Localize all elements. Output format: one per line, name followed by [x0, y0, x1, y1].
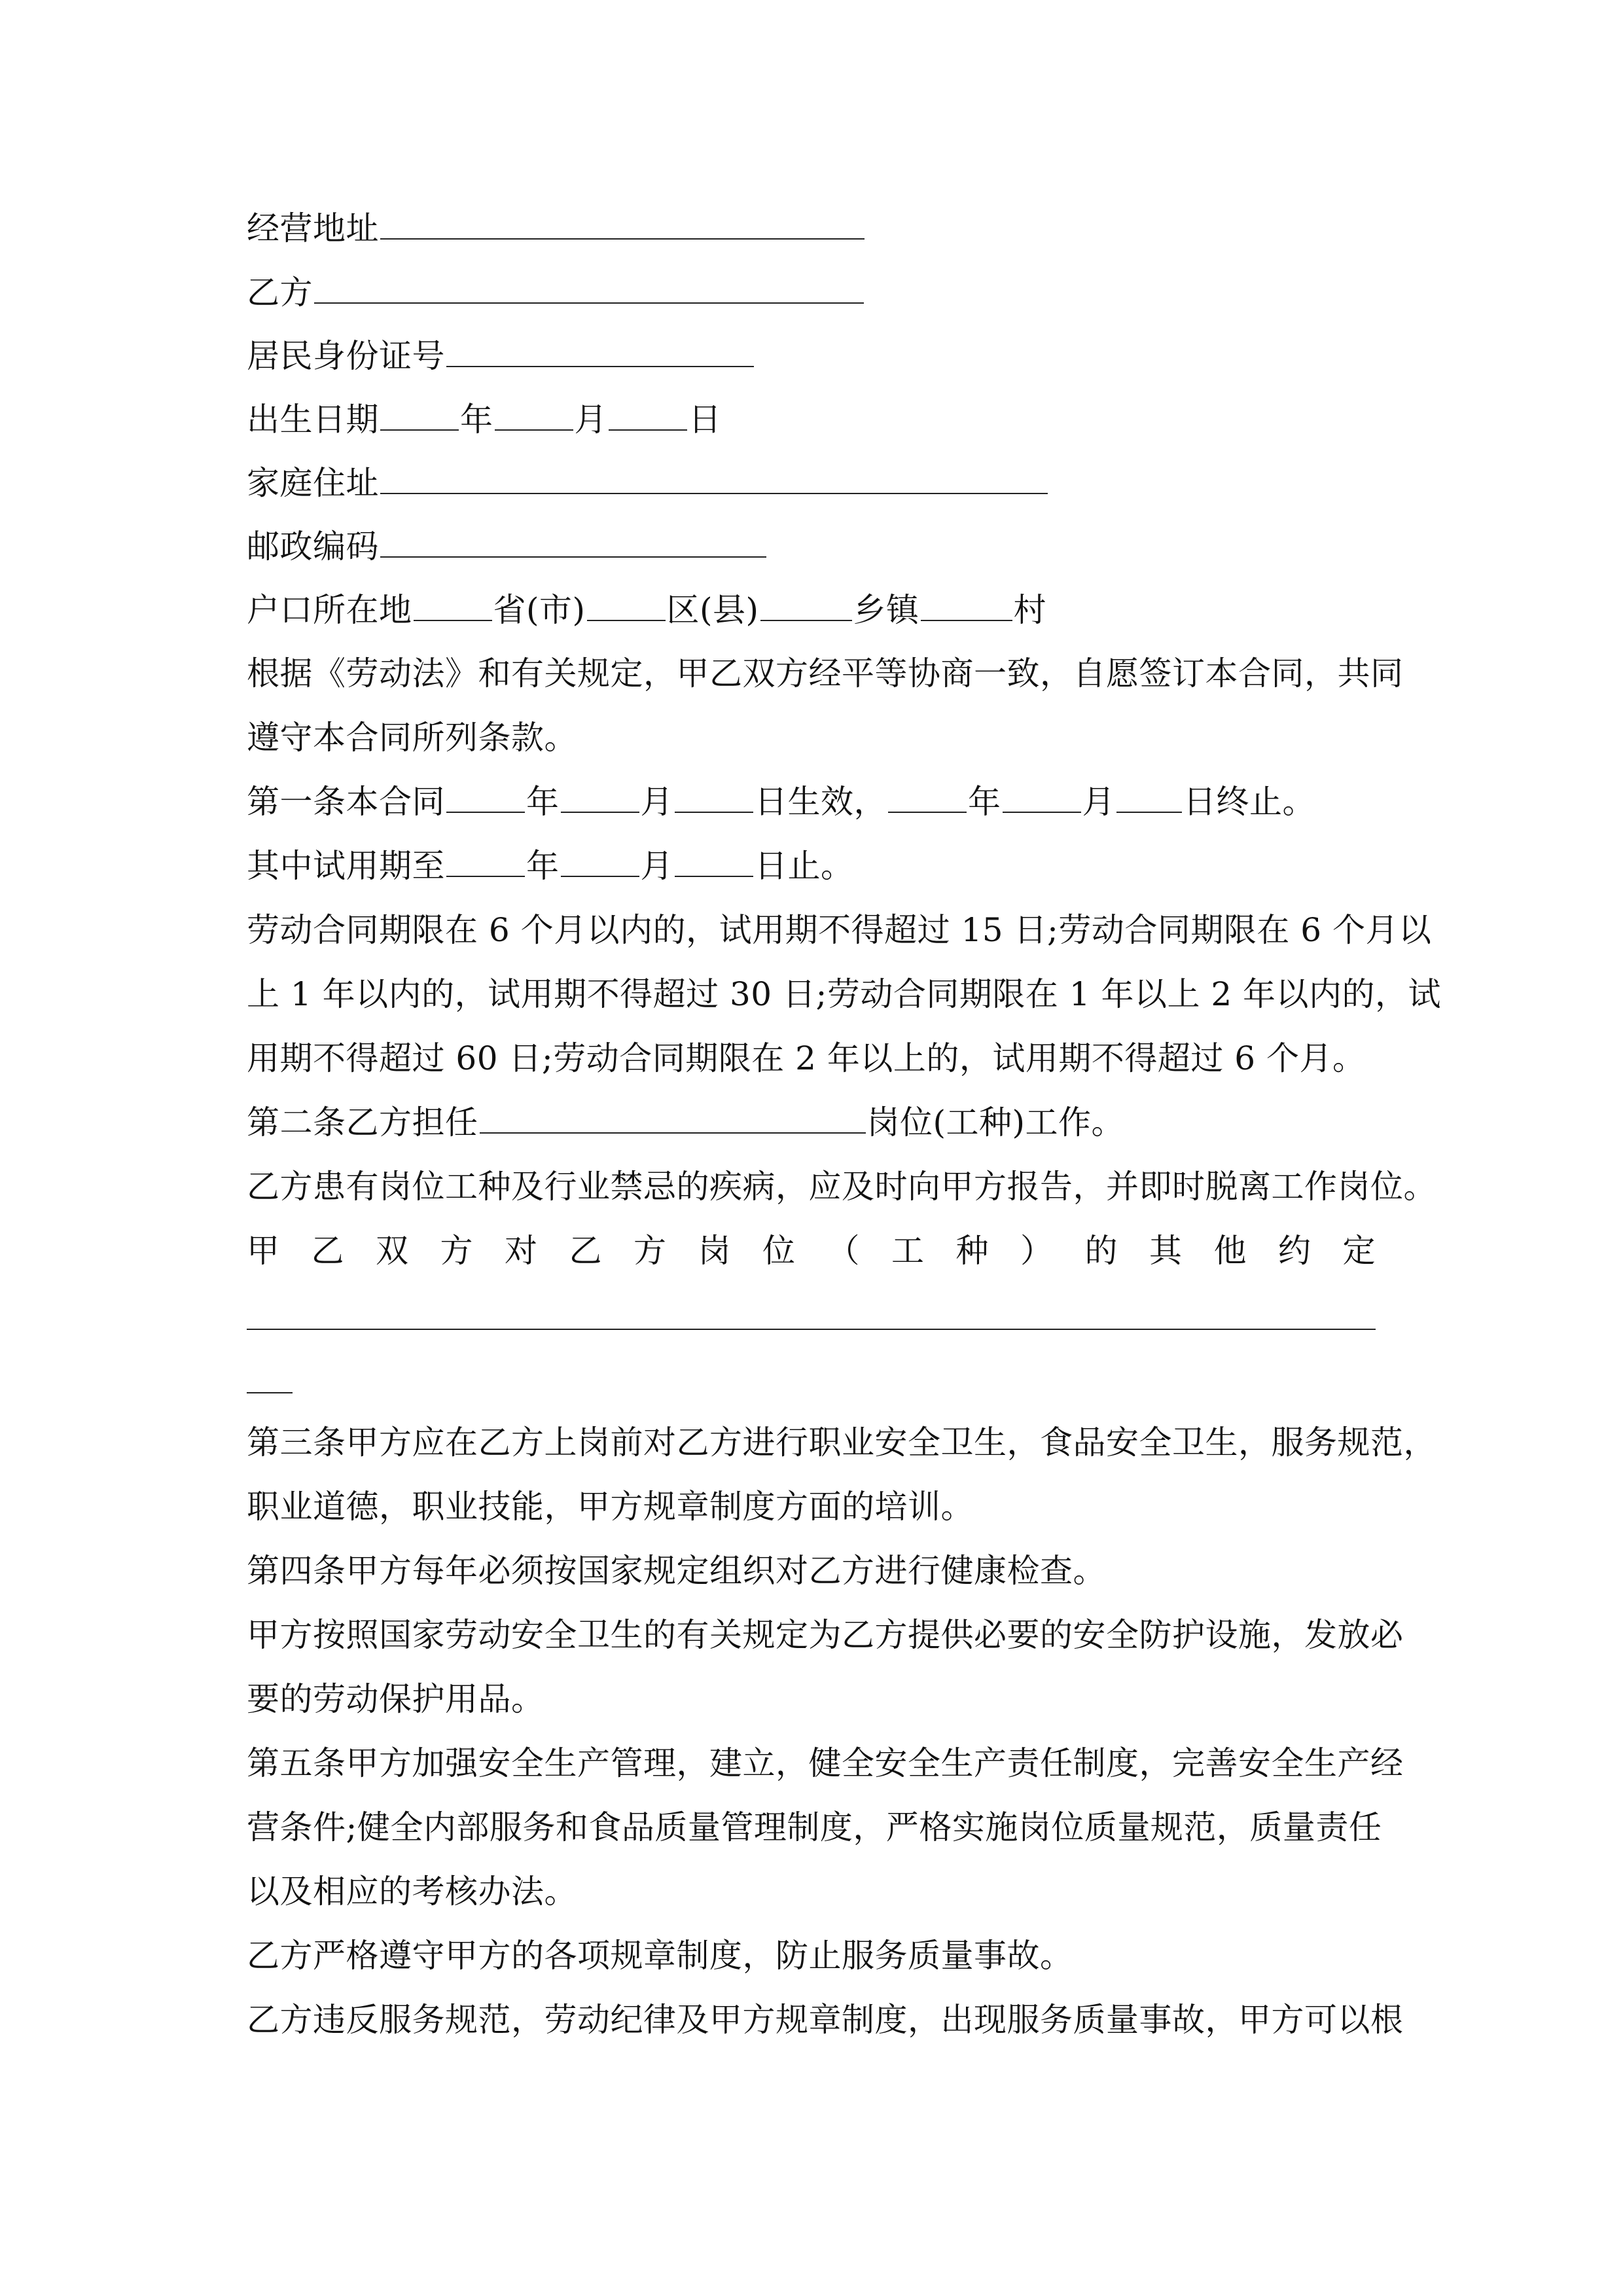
probation-row	[247, 834, 1376, 898]
article2-prefix: 第二条乙方担任	[247, 1103, 478, 1141]
probation-day-blank[interactable]	[675, 838, 753, 877]
other-agreement-char: 种	[955, 1232, 989, 1270]
other-agreement-char: 乙	[569, 1232, 602, 1270]
party-b-blank[interactable]	[314, 264, 864, 304]
home-address-blank[interactable]	[380, 455, 1048, 494]
business-address-label: 经营地址	[247, 209, 379, 247]
birth-month-unit: 月	[574, 401, 607, 439]
article1-start-year-unit: 年	[526, 783, 560, 821]
article2-row	[247, 1090, 1376, 1155]
article3-line-2: 职业道德，职业技能，甲方规章制度方面的培训。	[247, 1488, 974, 1526]
article1-start-day-blank[interactable]	[675, 774, 753, 813]
other-agreement-char: ）	[1020, 1232, 1054, 1270]
probation-year-blank[interactable]	[446, 838, 525, 877]
article1-row	[247, 770, 1376, 834]
postal-code-blank[interactable]	[380, 518, 766, 558]
article1-end-year-blank[interactable]	[888, 774, 967, 813]
postal-code-label: 邮政编码	[247, 528, 379, 565]
probation-month-blank[interactable]	[561, 838, 639, 877]
protection-line-2: 要的劳动保护用品。	[247, 1680, 544, 1718]
other-agreement-char: 岗	[698, 1232, 731, 1270]
other-agreement-blank-stub[interactable]	[247, 1392, 293, 1393]
other-agreement-char: 甲	[247, 1232, 280, 1270]
probation-rules-line-3: 用期不得超过 60 日;劳动合同期限在 2 年以上的，试用期不得超过 6 个月。	[247, 1039, 1366, 1077]
birth-date-row	[247, 387, 1376, 452]
home-address-row	[247, 451, 1376, 515]
other-agreement-blank-line[interactable]	[247, 1329, 1376, 1330]
preamble-line-2: 遵守本合同所列条款。	[247, 719, 577, 757]
violation-clause: 乙方违反服务规范，劳动纪律及甲方规章制度，出现服务质量事故，甲方可以根	[247, 2001, 1404, 2039]
hukou-district-blank[interactable]	[587, 582, 666, 621]
hukou-district-unit: 区(县)	[666, 591, 759, 629]
birth-day-unit: 日	[688, 401, 722, 439]
article5-line-2: 营条件;健全内部服务和食品质量管理制度，严格实施岗位质量规范，质量责任	[247, 1808, 1382, 1846]
article1-end-day-blank[interactable]	[1116, 774, 1182, 813]
probation-month-unit: 月	[640, 847, 673, 885]
other-agreement-char: 方	[633, 1232, 667, 1270]
article4: 第四条甲方每年必须按国家规定组织对乙方进行健康检查。	[247, 1552, 1106, 1590]
probation-rules-line-1: 劳动合同期限在 6 个月以内的，试用期不得超过 15 日;劳动合同期限在 6 个月以	[247, 911, 1432, 949]
id-number-label: 居民身份证号	[247, 337, 445, 375]
hukou-province-blank[interactable]	[414, 582, 492, 621]
article1-end-month-blank[interactable]	[1003, 774, 1081, 813]
other-agreement-char: 双	[376, 1232, 409, 1270]
compliance-clause: 乙方严格遵守甲方的各项规章制度，防止服务质量事故。	[247, 1937, 1073, 1975]
probation-end: 日止。	[755, 847, 854, 885]
article5-line-3: 以及相应的考核办法。	[247, 1873, 577, 1910]
other-agreement-char: 对	[505, 1232, 538, 1270]
hukou-row	[247, 578, 1376, 642]
other-agreement-char: 位	[762, 1232, 796, 1270]
id-number-blank[interactable]	[446, 328, 754, 367]
id-number-row	[247, 324, 1376, 388]
article5-line-1: 第五条甲方加强安全生产管理，建立，健全安全生产责任制度，完善安全生产经	[247, 1744, 1404, 1782]
hukou-town-unit: 乡镇	[853, 591, 919, 629]
party-b-row	[247, 260, 1376, 325]
birth-date-label: 出生日期	[247, 401, 379, 439]
article1-end: 日终止。	[1183, 783, 1315, 821]
article2-position-blank[interactable]	[480, 1094, 866, 1134]
hukou-village-blank[interactable]	[921, 582, 1012, 621]
other-agreement-char: 的	[1084, 1232, 1118, 1270]
probation-year-unit: 年	[526, 847, 560, 885]
preamble-line-1: 根据《劳动法》和有关规定，甲乙双方经平等协商一致，自愿签订本合同，共同	[247, 655, 1404, 692]
article1-prefix: 第一条本合同	[247, 783, 445, 821]
business-address-blank[interactable]	[380, 200, 865, 240]
birth-month-blank[interactable]	[495, 391, 573, 431]
article1-start-month-unit: 月	[640, 783, 673, 821]
protection-line-1: 甲方按照国家劳动安全卫生的有关规定为乙方提供必要的安全防护设施，发放必	[247, 1616, 1404, 1654]
birth-year-unit: 年	[460, 401, 493, 439]
birth-year-blank[interactable]	[380, 391, 459, 431]
other-agreement-char: （	[827, 1232, 860, 1270]
article1-end-year-unit: 年	[968, 783, 1001, 821]
other-agreement-char: 其	[1149, 1232, 1183, 1270]
probation-prefix: 其中试用期至	[247, 847, 445, 885]
home-address-label: 家庭住址	[247, 464, 379, 502]
postal-code-row	[247, 514, 1376, 579]
party-b-label: 乙方	[247, 274, 313, 312]
hukou-province-unit: 省(市)	[493, 591, 586, 629]
article1-start-year-blank[interactable]	[446, 774, 525, 813]
hukou-label: 户口所在地	[247, 591, 412, 629]
article3-line-1: 第三条甲方应在乙方上岗前对乙方进行职业安全卫生，食品安全卫生，服务规范，	[247, 1424, 1436, 1462]
other-agreement-row	[247, 1219, 1376, 1283]
other-agreement-char: 定	[1342, 1232, 1376, 1270]
birth-day-blank[interactable]	[609, 391, 687, 431]
probation-rules-line-2: 上 1 年以内的，试用期不得超过 30 日;劳动合同期限在 1 年以上 2 年以内的，试	[247, 975, 1442, 1013]
article1-end-month-unit: 月	[1082, 783, 1115, 821]
business-address-row	[247, 196, 1376, 260]
other-agreement-char: 乙	[311, 1232, 344, 1270]
other-agreement-char: 约	[1278, 1232, 1311, 1270]
other-agreement-char: 他	[1213, 1232, 1247, 1270]
article1-effective: 日生效，	[755, 783, 887, 821]
hukou-town-blank[interactable]	[760, 582, 852, 621]
other-agreement-char: 方	[440, 1232, 473, 1270]
other-agreement-char: 工	[891, 1232, 925, 1270]
article2-suffix: 岗位(工种)工作。	[866, 1103, 1125, 1141]
article1-start-month-blank[interactable]	[561, 774, 639, 813]
hukou-village-unit: 村	[1013, 591, 1047, 629]
disease-clause: 乙方患有岗位工种及行业禁忌的疾病，应及时向甲方报告，并即时脱离工作岗位。	[247, 1168, 1436, 1206]
